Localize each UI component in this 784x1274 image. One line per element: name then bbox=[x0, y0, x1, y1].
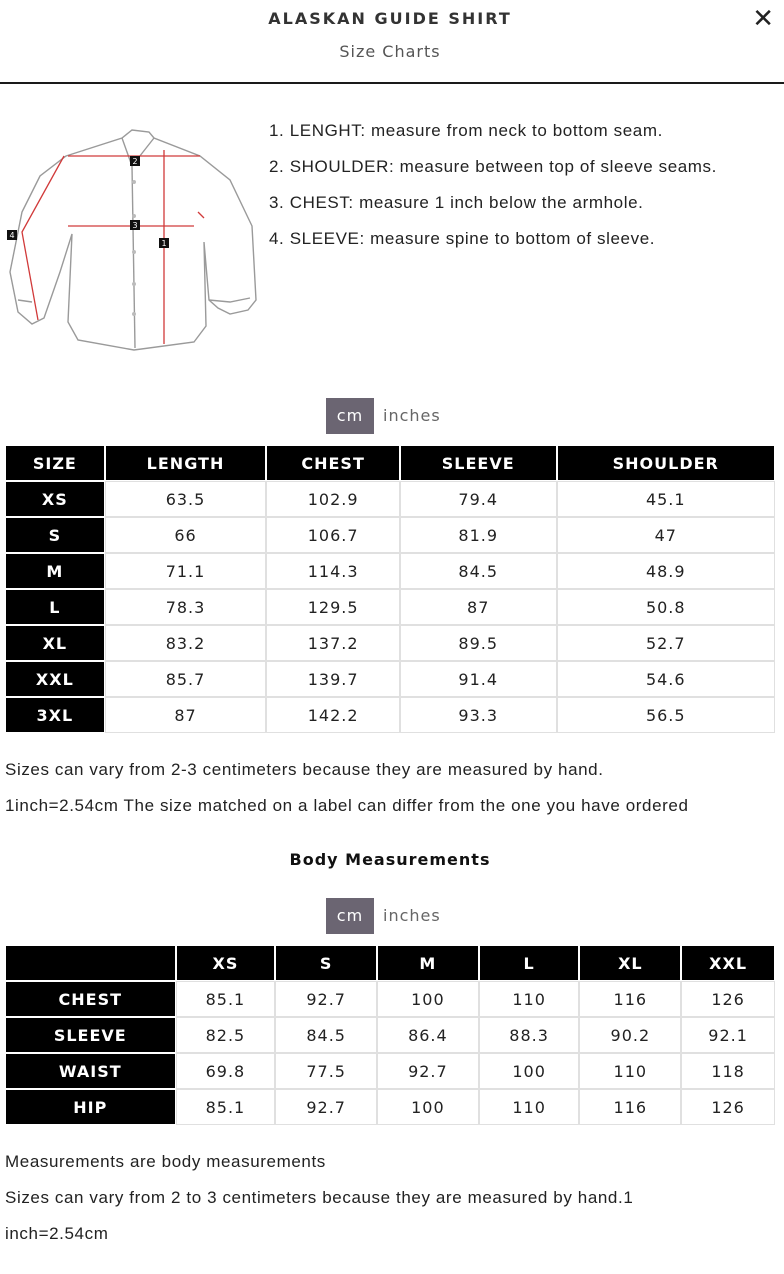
body-chart-note: Measurements are body measurements bbox=[5, 1152, 326, 1171]
table-row bbox=[6, 1054, 774, 1088]
size-charts-subtitle: Size Charts bbox=[339, 42, 441, 61]
table-row bbox=[6, 1090, 774, 1124]
table-row bbox=[6, 662, 774, 696]
header-sleeve: SLEEVE bbox=[401, 446, 556, 480]
table-row bbox=[6, 590, 774, 624]
table-cell: 139.7 bbox=[267, 662, 399, 696]
table-cell: 69.8 bbox=[177, 1054, 275, 1088]
instruction-sleeve: 4. SLEEVE: measure spine to bottom of sleeve. bbox=[269, 229, 656, 248]
table-row bbox=[6, 554, 774, 588]
measurement-label: CHEST bbox=[6, 982, 175, 1016]
table-row bbox=[6, 482, 774, 516]
table-cell: 87 bbox=[401, 590, 556, 624]
body-chart-note: Sizes can vary from 2 to 3 centimeters because they are measured by hand.1 bbox=[5, 1188, 634, 1207]
table-cell: 66 bbox=[106, 518, 266, 552]
table-cell: 118 bbox=[682, 1054, 774, 1088]
shirt-measurement-diagram bbox=[4, 122, 260, 358]
svg-text:2: 2 bbox=[132, 157, 138, 166]
diagram-marker-4 bbox=[7, 230, 17, 240]
table-cell: 90.2 bbox=[580, 1018, 680, 1052]
table-row bbox=[6, 1018, 774, 1052]
body-chart-note: inch=2.54cm bbox=[5, 1224, 109, 1243]
table-cell: 54.6 bbox=[558, 662, 774, 696]
header-length: LENGTH bbox=[106, 446, 266, 480]
table-cell: 83.2 bbox=[106, 626, 266, 660]
table-cell: 85.1 bbox=[177, 982, 275, 1016]
table-cell: 142.2 bbox=[267, 698, 399, 732]
size-label: S bbox=[6, 518, 104, 552]
table-cell: 89.5 bbox=[401, 626, 556, 660]
table-cell: 79.4 bbox=[401, 482, 556, 516]
size-label: XL bbox=[6, 626, 104, 660]
table-cell: 110 bbox=[480, 1090, 579, 1124]
product-title: ALASKAN GUIDE SHIRT bbox=[268, 9, 512, 28]
header-chest: CHEST bbox=[267, 446, 399, 480]
table-cell: 47 bbox=[558, 518, 774, 552]
table-cell: 91.4 bbox=[401, 662, 556, 696]
unit-toggle bbox=[326, 398, 450, 434]
size-label: XS bbox=[6, 482, 104, 516]
table-cell: 116 bbox=[580, 982, 680, 1016]
table-cell: 48.9 bbox=[558, 554, 774, 588]
size-chart-header-row bbox=[6, 446, 774, 480]
table-cell: 92.7 bbox=[276, 982, 376, 1016]
size-label: XXL bbox=[6, 662, 104, 696]
table-cell: 106.7 bbox=[267, 518, 399, 552]
header-s: S bbox=[276, 946, 376, 980]
table-cell: 45.1 bbox=[558, 482, 774, 516]
measurement-label: HIP bbox=[6, 1090, 175, 1124]
table-cell: 82.5 bbox=[177, 1018, 275, 1052]
table-row bbox=[6, 626, 774, 660]
size-label: M bbox=[6, 554, 104, 588]
header-xl: XL bbox=[580, 946, 680, 980]
header-l: L bbox=[480, 946, 579, 980]
table-cell: 50.8 bbox=[558, 590, 774, 624]
table-cell: 110 bbox=[480, 982, 579, 1016]
table-cell: 126 bbox=[682, 1090, 774, 1124]
unit-inches-button[interactable]: inches bbox=[383, 906, 441, 925]
header-size: SIZE bbox=[6, 446, 104, 480]
table-row bbox=[6, 518, 774, 552]
measurement-label: WAIST bbox=[6, 1054, 175, 1088]
diagram-marker-1 bbox=[159, 238, 169, 248]
table-cell: 56.5 bbox=[558, 698, 774, 732]
instruction-chest: 3. CHEST: measure 1 inch below the armhole. bbox=[269, 193, 644, 212]
size-chart-table bbox=[4, 444, 776, 734]
svg-text:3: 3 bbox=[132, 221, 138, 230]
table-cell: 63.5 bbox=[106, 482, 266, 516]
table-cell: 129.5 bbox=[267, 590, 399, 624]
table-cell: 81.9 bbox=[401, 518, 556, 552]
table-cell: 85.1 bbox=[177, 1090, 275, 1124]
unit-toggle bbox=[326, 898, 450, 934]
table-cell: 92.1 bbox=[682, 1018, 774, 1052]
table-cell: 126 bbox=[682, 982, 774, 1016]
table-cell: 93.3 bbox=[401, 698, 556, 732]
table-cell: 52.7 bbox=[558, 626, 774, 660]
body-measurements-table bbox=[4, 944, 776, 1126]
table-cell: 137.2 bbox=[267, 626, 399, 660]
header-xs: XS bbox=[177, 946, 275, 980]
table-cell: 84.5 bbox=[401, 554, 556, 588]
header-empty bbox=[6, 946, 175, 980]
unit-cm-button[interactable]: cm bbox=[326, 398, 374, 434]
header-shoulder: SHOULDER bbox=[558, 446, 774, 480]
measurement-instructions bbox=[269, 118, 717, 262]
unit-inches-button[interactable]: inches bbox=[383, 406, 441, 425]
size-label: L bbox=[6, 590, 104, 624]
table-cell: 78.3 bbox=[106, 590, 266, 624]
table-cell: 77.5 bbox=[276, 1054, 376, 1088]
unit-cm-button[interactable]: cm bbox=[326, 898, 374, 934]
table-cell: 85.7 bbox=[106, 662, 266, 696]
table-row bbox=[6, 982, 774, 1016]
svg-text:4: 4 bbox=[9, 231, 15, 240]
svg-text:1: 1 bbox=[161, 239, 167, 248]
instruction-shoulder: 2. SHOULDER: measure between top of sleeve seams. bbox=[269, 157, 717, 176]
body-chart-header-row bbox=[6, 946, 774, 980]
table-row bbox=[6, 698, 774, 732]
table-cell: 100 bbox=[480, 1054, 579, 1088]
table-cell: 100 bbox=[378, 982, 478, 1016]
modal-header bbox=[0, 0, 784, 84]
table-cell: 110 bbox=[580, 1054, 680, 1088]
table-cell: 102.9 bbox=[267, 482, 399, 516]
table-cell: 114.3 bbox=[267, 554, 399, 588]
table-cell: 100 bbox=[378, 1090, 478, 1124]
table-cell: 88.3 bbox=[480, 1018, 579, 1052]
close-icon[interactable]: ✕ bbox=[752, 4, 774, 34]
size-chart-note: Sizes can vary from 2-3 centimeters because they are measured by hand. bbox=[5, 760, 604, 779]
body-measurements-title: Body Measurements bbox=[289, 850, 491, 869]
table-cell: 84.5 bbox=[276, 1018, 376, 1052]
header-xxl: XXL bbox=[682, 946, 774, 980]
table-cell: 86.4 bbox=[378, 1018, 478, 1052]
instruction-length: 1. LENGHT: measure from neck to bottom seam. bbox=[269, 121, 663, 140]
table-cell: 92.7 bbox=[276, 1090, 376, 1124]
size-label: 3XL bbox=[6, 698, 104, 732]
table-cell: 116 bbox=[580, 1090, 680, 1124]
measurement-label: SLEEVE bbox=[6, 1018, 175, 1052]
size-chart-note: 1inch=2.54cm The size matched on a label can differ from the one you have ordered bbox=[5, 796, 689, 815]
table-cell: 71.1 bbox=[106, 554, 266, 588]
diagram-marker-3 bbox=[130, 220, 140, 230]
table-cell: 87 bbox=[106, 698, 266, 732]
header-m: M bbox=[378, 946, 478, 980]
table-cell: 92.7 bbox=[378, 1054, 478, 1088]
diagram-marker-2 bbox=[130, 156, 140, 166]
